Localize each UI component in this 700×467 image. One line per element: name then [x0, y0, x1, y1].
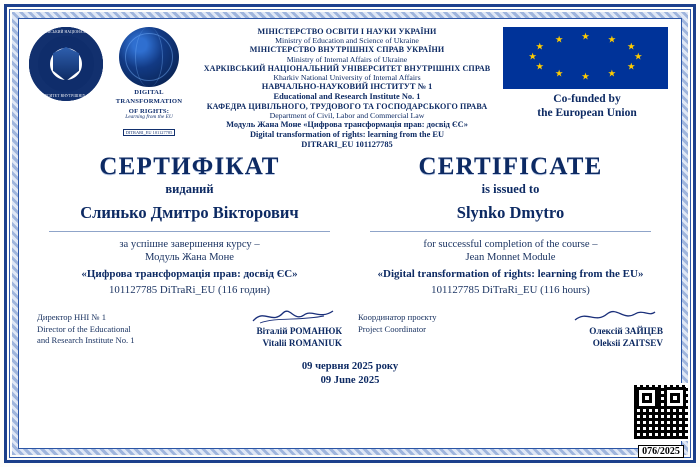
director-name-en: Vitalii ROMANIUK	[262, 337, 342, 348]
column-english	[350, 153, 671, 296]
project-logo-line1: DIGITAL	[134, 89, 164, 96]
ministry-line-7: Educational and Research Institute No. 1	[273, 91, 421, 101]
divider-en	[370, 231, 651, 232]
director-role	[37, 312, 155, 347]
issue-date	[29, 360, 671, 388]
coordinator-role-line2: Project Coordinator	[358, 323, 427, 334]
eu-star-icon: ★	[607, 35, 617, 46]
ministry-line-10: Модуль Жана Моне «Цифрова трансформація прав: досвід ЄС»	[226, 120, 468, 130]
certificate-number: 076/2025	[638, 445, 684, 458]
eu-star-icon: ★	[554, 35, 564, 46]
signature-director	[29, 312, 350, 350]
divider-ua	[49, 231, 330, 232]
subtitle-ua: виданий	[165, 182, 214, 196]
university-emblem-icon	[29, 27, 103, 101]
ministry-line-8: КАФЕДРА ЦИВІЛЬНОГО, ТРУДОВОГО ТА ГОСПОДАРСЬКОГО ПРАВА	[206, 101, 488, 111]
recipient-name-en: Slynko Dmytro	[456, 203, 565, 222]
coordinator-role-line1: Координатор проєкту	[358, 312, 437, 322]
completion-line-ua: за успішне завершення курсу –	[119, 239, 260, 250]
eu-star-icon: ★	[581, 32, 590, 43]
eu-star-icon: ★	[554, 69, 564, 80]
certificate-titles	[29, 153, 671, 296]
handwritten-signature-icon	[250, 306, 336, 326]
course-title-en: «Digital transformation of rights: learning from the EU»	[377, 268, 644, 280]
globe-icon	[119, 27, 179, 87]
ministry-line-1: Ministry of Education and Science of Ukraine	[275, 36, 419, 46]
ministry-line-0: МІНІСТЕРСТВО ОСВІТИ І НАУКИ УКРАЇНИ	[257, 27, 437, 36]
course-code-ua: 101127785 DiTraRi_EU (116 годин)	[109, 284, 270, 296]
ministry-line-9: Department of Civil, Labor and Commercial Law	[269, 111, 425, 121]
director-role-line1: Директор ННІ № 1	[37, 312, 107, 322]
eu-star-icon: ★	[535, 42, 545, 53]
ministry-line-4: ХАРКІВСЬКИЙ НАЦІОНАЛЬНИЙ УНІВЕРСИТЕТ ВНУТРІШНІХ СПРАВ	[203, 63, 491, 73]
subtitle-en: is issued to	[481, 182, 540, 196]
ministry-line-11: Digital transformation of rights: learning from the EU	[249, 129, 445, 139]
signature-coordinator	[350, 312, 671, 350]
issue-date-ua: 09 червня 2025 року	[301, 360, 399, 372]
ministry-line-12: DITRARI_EU 101127785	[301, 139, 393, 149]
ministry-line-5: Kharkiv National University of Internal Affairs	[273, 73, 421, 83]
coordinator-name-en: Oleksii ZAITSEV	[592, 337, 663, 348]
cofunded-line2: the European Union	[537, 106, 637, 119]
course-title-ua: «Цифрова трансформація прав: досвід ЄС»	[81, 268, 298, 280]
recipient-name-ua: Слинько Дмитро Вікторович	[80, 203, 299, 222]
project-logo-line2: TRANSFORMATION	[115, 98, 183, 106]
emblem-ring-top-text: ХАРКІВСЬКИЙ НАЦІОНАЛЬНИЙ	[36, 30, 96, 34]
director-name-ua: Віталій РОМАНЮК	[256, 326, 342, 336]
eu-star-icon: ★	[626, 42, 636, 53]
ministry-heading	[191, 25, 503, 149]
issue-date-en: 09 June 2025	[320, 374, 380, 386]
eu-star-icon: ★	[634, 52, 643, 63]
emblem-ring-bottom-text: УНІВЕРСИТЕТ ВНУТРІШНІХ СПРАВ	[32, 94, 100, 98]
qr-code-icon[interactable]	[632, 383, 690, 441]
certificate-content	[19, 19, 681, 448]
handwritten-signature-icon	[571, 306, 657, 326]
director-person	[222, 312, 342, 350]
logo-group	[29, 25, 191, 139]
completion-line-en: for successful completion of the course –	[423, 239, 598, 250]
eu-star-icon: ★	[528, 52, 537, 63]
director-role-line3: and Research Institute No. 1	[37, 335, 135, 346]
cofunded-line1: Co-funded by	[553, 93, 621, 105]
ministry-line-3: Ministry of Internal Affairs of Ukraine	[286, 54, 408, 64]
coordinator-person	[543, 312, 663, 350]
ministry-line-2: МІНІСТЕРСТВО ВНУТРІШНІХ СПРАВ УКРАЇНИ	[249, 45, 445, 55]
eu-star-icon: ★	[535, 62, 545, 73]
director-signature-mark	[222, 312, 342, 326]
eu-star-icon: ★	[607, 69, 617, 80]
column-ukrainian	[29, 153, 350, 296]
coordinator-role	[358, 312, 476, 335]
module-line-ua: Модуль Жана Моне	[145, 252, 234, 263]
project-logo-line3: OF RIGHTS:	[128, 107, 170, 115]
module-line-en: Jean Monnet Module	[465, 252, 556, 263]
eu-star-icon: ★	[581, 72, 590, 83]
director-role-line2: Director of the Educational	[37, 323, 131, 334]
european-union-flag-icon	[503, 27, 668, 89]
title-en: CERTIFICATE	[418, 153, 603, 180]
certificate-header	[29, 25, 671, 147]
coordinator-name-ua: Олексій ЗАЙЦЕВ	[589, 326, 663, 336]
project-logo-code: DITRARI_EU 101127785	[123, 129, 176, 136]
course-code-en: 101127785 DiTraRi_EU (116 hours)	[431, 284, 590, 296]
project-logo	[107, 27, 191, 139]
title-ua: СЕРТИФІКАТ	[99, 153, 280, 180]
qr-block	[630, 383, 692, 459]
eu-star-icon: ★	[626, 62, 636, 73]
eu-branding	[503, 25, 671, 121]
ministry-line-6: НАВЧАЛЬНО-НАУКОВИЙ ІНСТИТУТ № 1	[261, 82, 433, 92]
signature-block	[29, 312, 671, 350]
coordinator-signature-mark	[543, 312, 663, 326]
project-logo-line4: Learning from the EU	[125, 114, 173, 121]
